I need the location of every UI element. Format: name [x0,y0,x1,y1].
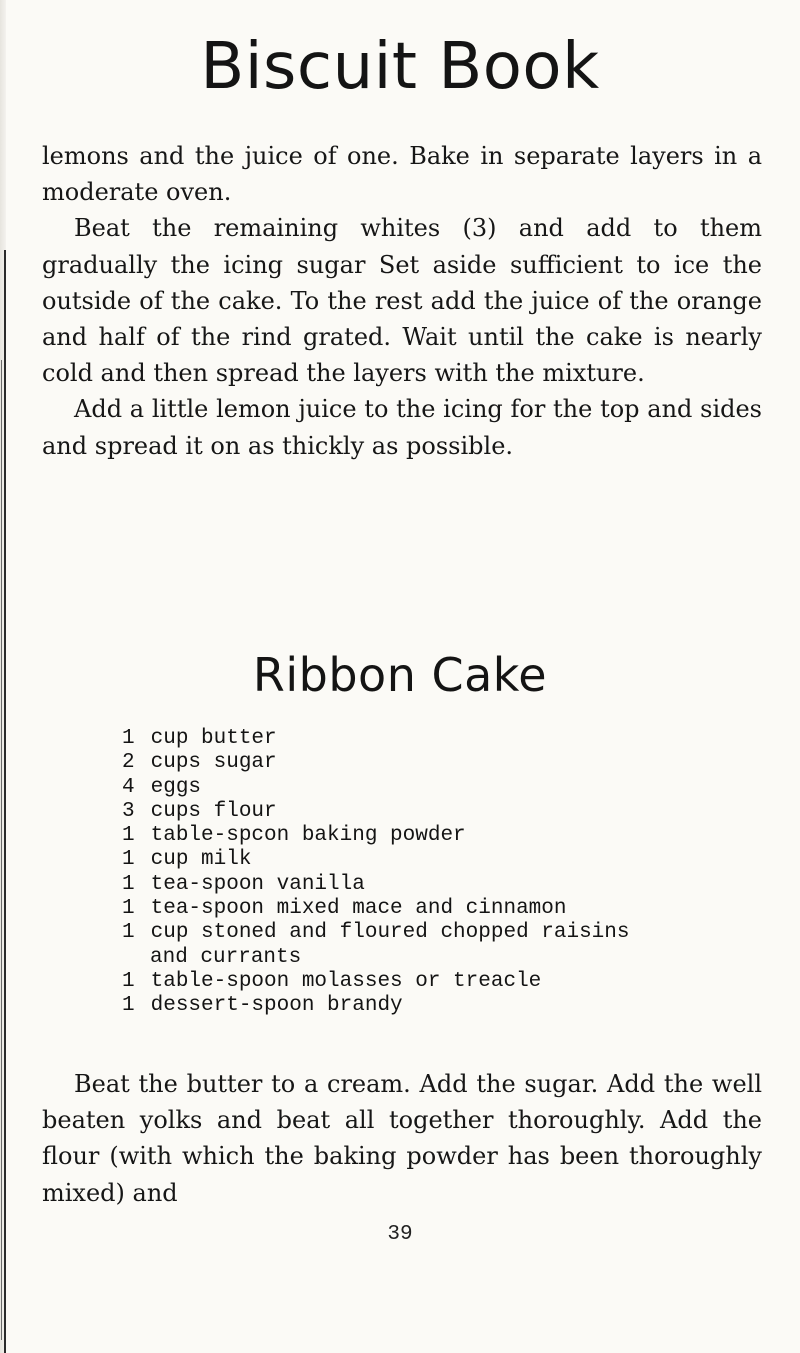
paragraph: Beat the remaining whites (3) and add to them gradually the icing sugar Set aside sufficient to ice the outside of the cake. To the rest add the juice of the orange and half of the rind grated. Wait until the cake is nearly cold and then spread the layers with the mixture. [42,214,762,388]
continued-recipe-text [42,138,762,464]
ingredient-item [122,970,742,994]
ingredient-text: eggs [150,775,202,799]
ingredient-text: tea-spoon mixed mace and cinnamon [150,897,567,921]
ingredient-item [122,897,742,921]
paragraph: Beat the butter to a cream. Add the sugar. Add the well beaten yolks and beat all together thoroughly. Add the flour (with which the baking powder has been thoroughly mixed) and [42,1070,762,1207]
ingredient-item [122,800,742,824]
ingredient-quantity: 1 [122,824,135,848]
ingredient-quantity: 2 [122,751,135,775]
ingredient-text: cups flour [150,799,277,823]
ingredient-text: tea-spoon vanilla [150,872,365,896]
paragraph: lemons and the juice of one. Bake in separate layers in a moderate oven. [42,142,762,207]
ingredient-quantity: 1 [122,994,135,1018]
ingredient-quantity: 1 [122,969,135,993]
ingredient-text: cups sugar [150,751,277,775]
ingredient-item [122,727,742,751]
ingredient-text: cup stoned and floured chopped raisins [150,921,630,945]
ingredient-quantity: 1 [122,897,135,921]
ingredient-quantity: 1 [122,872,135,896]
running-head-title: Biscuit Book [200,30,600,104]
ingredient-quantity: 4 [122,775,135,799]
binding-edge-line [1,360,2,1340]
binding-shadow-line [4,250,6,1353]
ingredient-quantity: 1 [122,727,135,750]
ingredient-item [122,848,742,872]
ingredient-item [122,873,742,897]
ingredient-text: cup butter [150,727,277,750]
ingredient-item [122,824,742,848]
ingredient-quantity: 1 [122,848,135,872]
ingredient-quantity: 3 [122,799,135,823]
ingredient-continuation: and currants [150,945,302,969]
ingredient-quantity: 1 [122,921,135,945]
ingredient-list [122,727,742,1019]
ingredient-text: cup milk [150,848,252,872]
recipe-title: Ribbon Cake [252,648,548,702]
ingredient-text: table-spcon baking powder [150,824,466,848]
page-number: 39 [387,1223,413,1246]
ingredient-text: dessert-spoon brandy [150,994,403,1018]
recipe-method-text [42,1066,762,1211]
ingredient-text: table-spoon molasses or treacle [150,969,542,993]
ingredient-item [122,776,742,800]
ingredient-item [122,751,742,775]
ingredient-item [122,921,742,945]
ingredient-item [122,994,742,1018]
paragraph: Add a little lemon juice to the icing for the top and sides and spread it on as thickly as possible. [42,395,762,460]
